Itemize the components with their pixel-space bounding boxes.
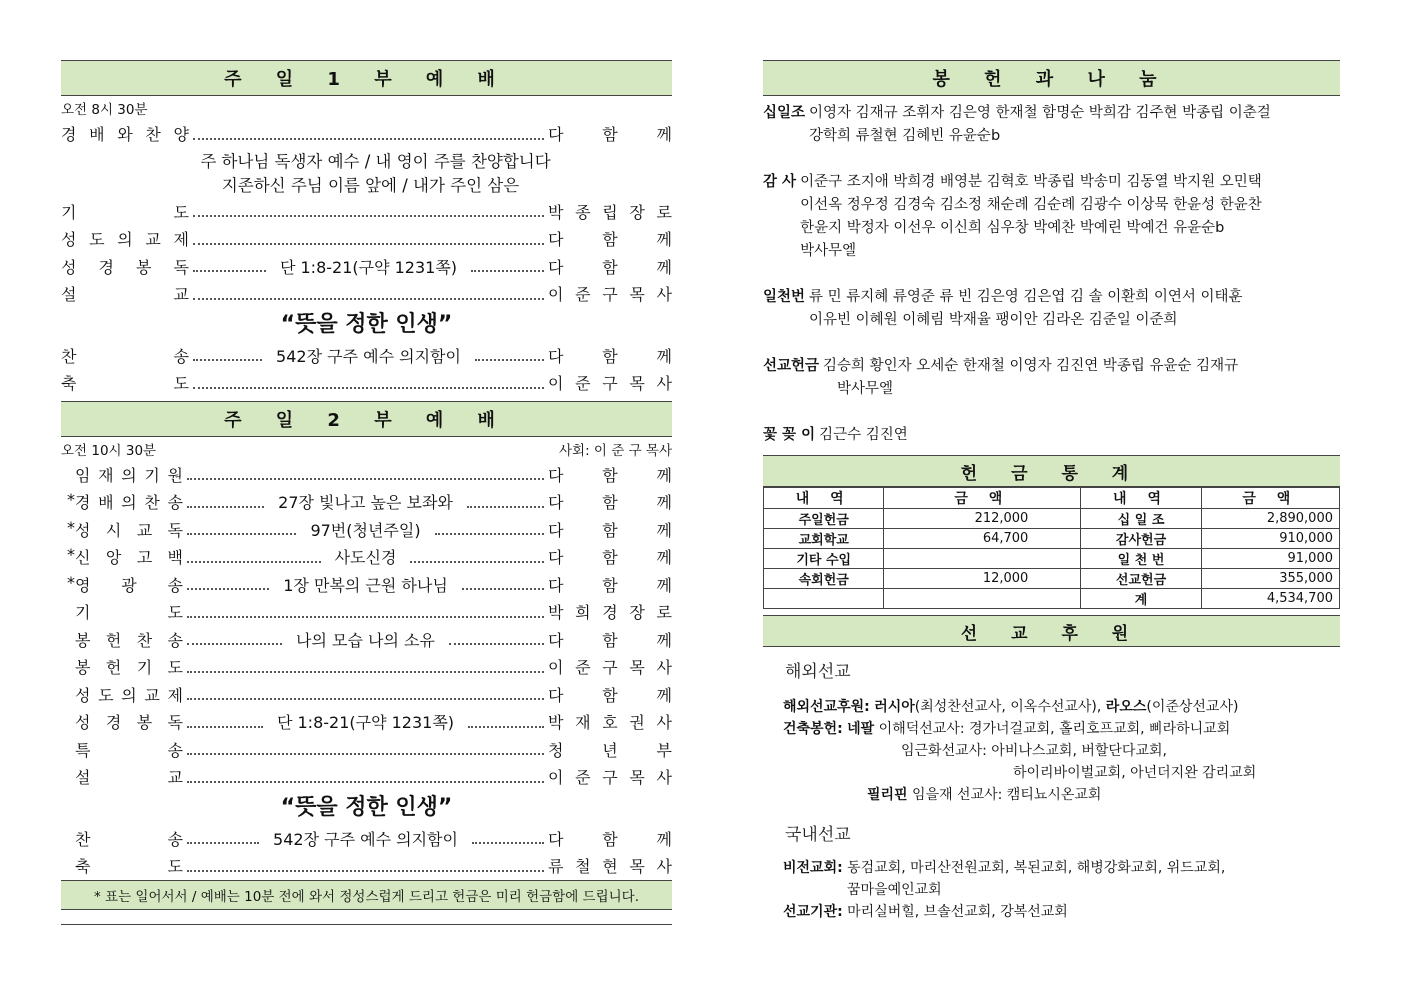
table-row <box>764 549 1340 569</box>
giving-names-line: 이준구 조지애 박희경 배영분 김혁호 박종립 박송미 김동열 박지원 오민택 <box>800 174 1262 190</box>
giving-category: 감 사 <box>763 174 797 190</box>
service2-title: 주 일 2 부 예 배 <box>61 401 672 437</box>
dot-leader <box>187 478 544 480</box>
dot-leader <box>193 387 544 389</box>
order-label <box>61 282 189 305</box>
giving-names <box>805 102 1271 148</box>
order-label <box>61 827 183 850</box>
order-row <box>61 708 672 736</box>
item-cell: 일 천 번 <box>1081 549 1201 569</box>
order-role: 다 함 께 <box>548 125 672 145</box>
dot-leader <box>449 643 544 645</box>
order-label-text: 봉 헌 기 도 <box>75 658 183 678</box>
order-detail: 542장 구주 예수 의지함이 <box>273 829 458 849</box>
order-role: 다 함 께 <box>548 685 672 705</box>
missionaries: (이준상선교사) <box>1146 699 1239 715</box>
table-row <box>764 589 1340 609</box>
order-label <box>61 765 183 788</box>
giving-names-line: 이영자 김재규 조휘자 김은영 한재철 함명순 박희감 김주현 박종립 이춘걸 <box>809 105 1271 121</box>
giving-names <box>805 286 1243 332</box>
dot-leader <box>193 138 544 140</box>
order-label <box>61 628 183 651</box>
order-row <box>61 369 672 397</box>
dot-leader <box>187 870 544 872</box>
right-column <box>763 60 1340 923</box>
giving-names <box>819 355 1238 401</box>
dot-leader <box>187 781 544 783</box>
order-row <box>61 571 672 599</box>
order-label-text: 성 시 교 독 <box>75 520 183 540</box>
giving-title: 봉 헌 과 나 눔 <box>763 60 1340 96</box>
amount-cell <box>884 589 1081 609</box>
item-cell: 기타 수입 <box>764 549 884 569</box>
order-role: 다 함 께 <box>548 465 672 485</box>
order-label <box>61 573 183 596</box>
order-label <box>61 490 183 513</box>
order-role: 다 함 께 <box>548 575 673 595</box>
item-cell <box>764 589 884 609</box>
standing-mark <box>61 738 75 761</box>
order-role: 다 함 께 <box>548 493 673 513</box>
giving-names <box>796 171 1262 263</box>
service1-title: 주 일 1 부 예 배 <box>61 60 672 96</box>
org-label: 선교기관: <box>783 904 843 920</box>
build-label: 건축봉헌: <box>783 721 843 737</box>
dot-leader <box>187 533 296 535</box>
amount-cell: 2,890,000 <box>1201 509 1339 529</box>
order-row <box>61 763 672 791</box>
giving-group <box>763 286 1340 332</box>
service2-order-a <box>61 461 672 791</box>
dot-leader <box>187 616 544 618</box>
dot-leader <box>187 842 259 844</box>
order-role: 이 준 구 목 사 <box>548 285 672 305</box>
standing-mark <box>61 710 75 733</box>
country: 네팔 <box>847 721 875 737</box>
header-cell: 금 액 <box>884 488 1081 509</box>
standing-mark <box>61 827 75 850</box>
order-detail: 27장 빛나고 높은 보좌와 <box>278 493 453 513</box>
dot-leader <box>187 561 321 563</box>
order-role: 청 년 부 <box>548 740 672 760</box>
dot-leader <box>187 643 282 645</box>
order-label <box>61 122 189 145</box>
order-row <box>61 342 672 370</box>
order-label-text: 경 배 와 찬 양 <box>61 125 189 145</box>
service2-time: 오전 10시 30분 <box>61 442 157 459</box>
giving-category: 선교헌금 <box>763 358 820 374</box>
header-cell: 내 역 <box>1081 488 1201 509</box>
order-label <box>61 600 183 623</box>
dot-leader <box>435 533 544 535</box>
order-label-text: 봉 헌 찬 송 <box>75 630 183 650</box>
order-role: 이 준 구 목 사 <box>548 374 672 394</box>
mission-line: 동검교회, 마리산전원교회, 복된교회, 해병강화교회, 위드교회, <box>847 860 1226 876</box>
order-label <box>61 344 189 367</box>
standing-mark <box>61 765 75 788</box>
song-line: 주 하나님 독생자 예수 / 내 영이 주를 찬양합니다 <box>200 151 551 171</box>
country: 라오스 <box>1105 699 1147 715</box>
order-role: 이 준 구 목 사 <box>548 768 672 788</box>
standing-mark: * <box>67 490 75 510</box>
order-label-text: 찬 송 <box>75 829 183 849</box>
dot-leader <box>187 753 544 755</box>
order-role: 다 함 께 <box>548 520 672 540</box>
order-row <box>61 280 672 308</box>
order-label-text: 특 송 <box>75 740 183 760</box>
order-detail: 사도신경 <box>334 548 397 568</box>
order-row <box>61 736 672 764</box>
giving-group <box>763 102 1340 148</box>
order-row <box>61 626 672 654</box>
order-detail: 1장 만복의 근원 하나님 <box>283 575 448 595</box>
order-row <box>61 681 672 709</box>
dot-leader <box>410 561 544 563</box>
mission-line: 마리실버힐, 브솔선교회, 강복선교회 <box>847 904 1068 920</box>
order-row <box>61 653 672 681</box>
giving-group <box>763 355 1340 401</box>
order-label-text: 신 앙 고 백 <box>75 548 183 568</box>
order-label <box>61 655 183 678</box>
order-role: 다 함 께 <box>548 548 673 568</box>
order-label <box>61 200 189 223</box>
mission-title: 선 교 후 원 <box>763 615 1340 647</box>
order-label-text: 기 도 <box>75 603 183 623</box>
order-label-text: 임 재 의 기 원 <box>75 465 183 485</box>
order-role: 류 철 현 목 사 <box>548 857 672 877</box>
header-cell: 내 역 <box>764 488 884 509</box>
dot-leader <box>187 506 264 508</box>
amount-cell <box>884 549 1081 569</box>
item-cell: 주일헌금 <box>764 509 884 529</box>
standing-mark: * <box>67 545 75 565</box>
giving-category: 일천번 <box>763 289 806 305</box>
opening-songs <box>61 150 672 198</box>
support-label: 해외선교후원: <box>783 699 870 715</box>
item-cell: 감사헌금 <box>1081 529 1201 549</box>
order-row <box>61 253 672 281</box>
order-label-text: 성 도 의 교 제 <box>61 230 189 250</box>
service2-order-b <box>61 825 672 880</box>
order-role: 이 준 구 목 사 <box>548 658 672 678</box>
mission-line: 꿈마을예인교회 <box>847 882 942 898</box>
order-label <box>61 545 183 568</box>
amount-cell: 12,000 <box>884 569 1081 589</box>
order-label-text: 성 경 봉 독 <box>61 257 189 277</box>
dot-leader <box>187 698 544 700</box>
dot-leader <box>187 588 269 590</box>
order-role: 다 함 께 <box>548 630 672 650</box>
order-label-text: 경 배 의 찬 송 <box>75 493 183 513</box>
service1-time: 오전 8시 30분 <box>61 102 148 118</box>
order-row <box>61 516 672 544</box>
amount-cell: 91,000 <box>1201 549 1339 569</box>
giving-names-line: 박사무엘 <box>837 381 894 397</box>
dot-leader <box>193 243 544 245</box>
standing-mark <box>61 854 75 877</box>
order-row <box>61 198 672 226</box>
order-role: 다 함 께 <box>548 346 672 366</box>
domestic-list <box>763 857 1340 923</box>
overseas-list <box>763 696 1340 806</box>
dot-leader <box>193 270 266 272</box>
order-row <box>61 225 672 253</box>
dot-leader <box>472 842 544 844</box>
divider <box>61 910 672 925</box>
mission-line: 임근화선교사: 아비나스교회, 버할단다교회, <box>901 743 1167 759</box>
giving-names-line: 한윤지 박정자 이선우 이신희 심우창 박예찬 박예린 박예건 유윤순b <box>800 220 1225 236</box>
footnote: * 표는 일어서서 / 예배는 10분 전에 와서 정성스럽게 드리고 헌금은 미리 헌금함에 드립니다. <box>61 880 672 910</box>
table-row <box>764 569 1340 589</box>
header-cell: 금 액 <box>1201 488 1339 509</box>
mission-line: 임을재 선교사: 캠티뇨시온교회 <box>912 787 1102 803</box>
order-label-text: 설 교 <box>75 768 183 788</box>
order-label <box>61 463 183 486</box>
standing-mark: * <box>67 517 75 537</box>
order-role: 박 재 호 권 사 <box>548 713 672 733</box>
order-label-text: 기 도 <box>61 202 189 222</box>
order-label <box>61 518 183 541</box>
giving-category: 십일조 <box>763 105 806 121</box>
country: 필리핀 <box>867 787 908 803</box>
standing-mark <box>61 655 75 678</box>
order-row <box>61 852 672 880</box>
order-label <box>61 255 189 278</box>
order-label <box>61 854 183 877</box>
order-detail: 97번(청년주일) <box>310 520 421 540</box>
order-row <box>61 461 672 489</box>
order-role: 박 희 경 장 로 <box>548 603 672 623</box>
service1-order-b <box>61 198 672 308</box>
amount-cell: 64,700 <box>884 529 1081 549</box>
order-label-text: 성 도 의 교 제 <box>75 685 183 705</box>
dot-leader <box>187 726 263 728</box>
order-label-text: 축 도 <box>61 374 189 394</box>
dot-leader <box>193 298 544 300</box>
order-row <box>61 825 672 853</box>
item-cell: 교회학교 <box>764 529 884 549</box>
mission-line: 하이리바이벌교회, 아넌더지완 감리교회 <box>1013 765 1257 781</box>
giving-group <box>763 171 1340 263</box>
stats-title: 헌 금 통 계 <box>763 455 1340 487</box>
left-column <box>61 60 672 925</box>
order-label-text: 성 경 봉 독 <box>75 713 183 733</box>
song-line: 지존하신 주님 이름 앞에 / 내가 주인 삼은 <box>221 175 520 195</box>
item-cell: 십 일 조 <box>1081 509 1201 529</box>
domestic-heading: 국내선교 <box>785 825 851 845</box>
flowers-label: 꽃 꽂 이 <box>763 427 816 443</box>
order-label <box>61 227 189 250</box>
overseas-heading: 해외선교 <box>785 662 851 682</box>
order-label-text: 축 도 <box>75 857 183 877</box>
order-label-text: 찬 송 <box>61 346 189 366</box>
giving-names-line: 이유빈 이혜원 이혜림 박재율 팽이안 김라온 김준일 이준희 <box>809 312 1178 328</box>
missionaries: (최성찬선교사, 이옥수선교사), <box>914 699 1106 715</box>
service1-order-c <box>61 342 672 397</box>
giving-names-line: 김승희 황인자 오세순 한재철 이영자 김진연 박종립 유윤순 김재규 <box>823 358 1239 374</box>
flowers-names: 김근수 김진연 <box>819 427 908 443</box>
order-row <box>61 488 672 516</box>
giving-names-line: 류 민 류지혜 류영준 류 빈 김은영 김은엽 김 솔 이환희 이연서 이태훈 <box>809 289 1243 305</box>
standing-mark: * <box>67 572 75 592</box>
order-role: 박 종 립 장 로 <box>548 202 672 222</box>
amount-cell: 355,000 <box>1201 569 1339 589</box>
dot-leader <box>471 270 544 272</box>
offering-stats-table <box>763 487 1340 609</box>
mission-line: 이해덕선교사: 경가너걸교회, 홀리호프교회, 삐라하니교회 <box>878 721 1231 737</box>
standing-mark <box>61 628 75 651</box>
table-header-row <box>764 488 1340 509</box>
sermon-title: “뜻을 정한 인생” <box>280 794 453 820</box>
dot-leader <box>468 726 544 728</box>
service2-leader: 사회: 이 준 구 목사 <box>558 442 672 459</box>
order-row <box>61 120 672 148</box>
giving-names-line: 박사무엘 <box>800 243 857 259</box>
standing-mark <box>61 600 75 623</box>
order-label <box>61 371 189 394</box>
item-cell: 계 <box>1081 589 1201 609</box>
service1-order-a <box>61 120 672 148</box>
order-detail: 542장 구주 예수 의지함이 <box>276 346 461 366</box>
order-role: 다 함 께 <box>548 257 672 277</box>
table-row <box>764 529 1340 549</box>
order-detail: 단 1:8-21(구약 1231쪽) <box>279 257 458 277</box>
dot-leader <box>187 671 544 673</box>
order-row <box>61 543 672 571</box>
amount-cell: 910,000 <box>1201 529 1339 549</box>
giving-groups <box>763 102 1340 401</box>
order-role: 다 함 께 <box>548 230 672 250</box>
order-label-text: 설 교 <box>61 285 189 305</box>
giving-names-line: 이선옥 정우정 김경숙 김소정 채순례 김순례 김광수 이상묵 한윤성 한윤찬 <box>800 197 1262 213</box>
order-label-text: 영 광 송 <box>75 575 183 595</box>
dot-leader <box>475 359 544 361</box>
order-row <box>61 598 672 626</box>
item-cell: 속회헌금 <box>764 569 884 589</box>
vision-label: 비전교회: <box>783 860 843 876</box>
amount-cell: 212,000 <box>884 509 1081 529</box>
item-cell: 선교헌금 <box>1081 569 1201 589</box>
dot-leader <box>193 215 544 217</box>
dot-leader <box>193 359 262 361</box>
order-detail: 나의 모습 나의 소유 <box>296 630 435 650</box>
dot-leader <box>467 506 544 508</box>
order-label <box>61 738 183 761</box>
order-label <box>61 683 183 706</box>
order-label <box>61 710 183 733</box>
standing-mark <box>61 683 75 706</box>
standing-mark <box>61 463 75 486</box>
order-detail: 단 1:8-21(구약 1231쪽) <box>276 713 455 733</box>
giving-names-line: 강학희 류철현 김혜빈 유윤순b <box>809 128 1001 144</box>
country: 러시아 <box>874 699 915 715</box>
sermon-title: “뜻을 정한 인생” <box>280 311 453 337</box>
table-row <box>764 509 1340 529</box>
flowers <box>763 424 1340 447</box>
amount-cell: 4,534,700 <box>1201 589 1339 609</box>
dot-leader <box>462 588 544 590</box>
order-role: 다 함 께 <box>548 829 672 849</box>
